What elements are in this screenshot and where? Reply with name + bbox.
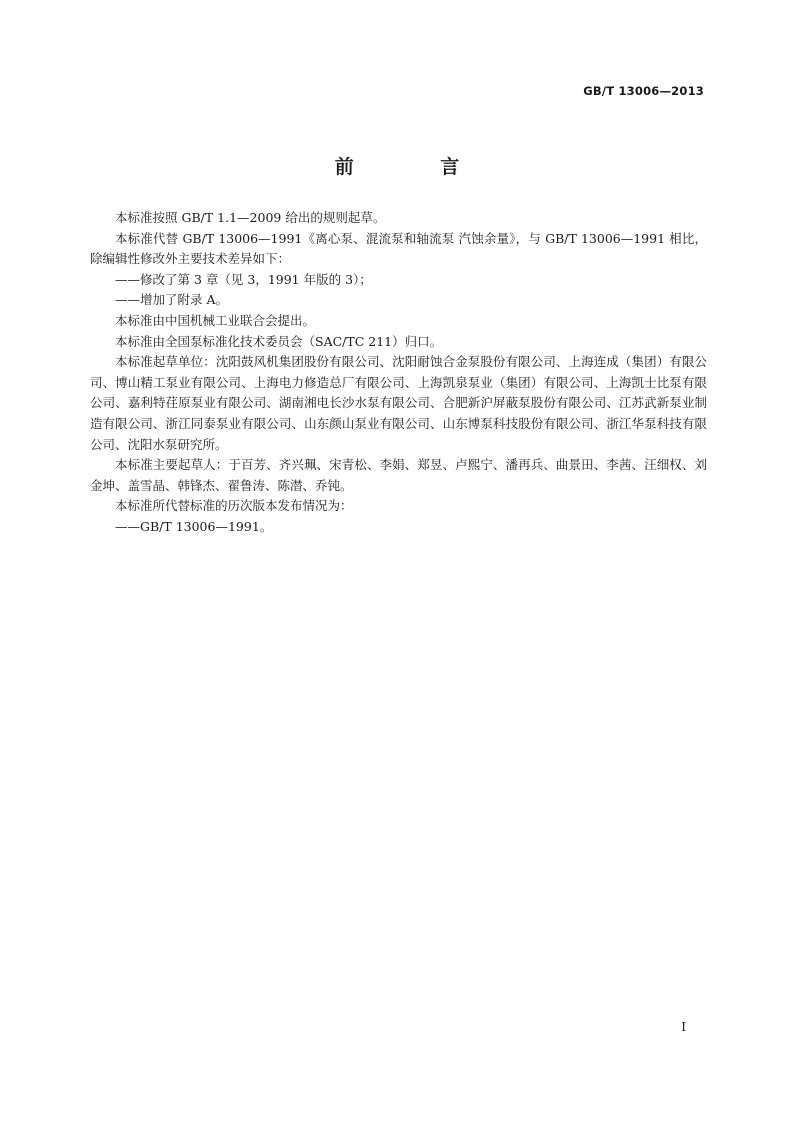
paragraph-drafting-units: 本标准起草单位：沈阳鼓风机集团股份有限公司、沈阳耐蚀合金泵股份有限公司、上海连成（集团）有限公司、博山精工泵业有限公司、上海电力修造总厂有限公司、上海凯泉泵业（集团）有限公司、上海凯士比泵有限公司、嘉利特荏原泵业有限公司、湖南湘电长沙水泵有限公司、合肥新沪屏蔽泵股份有限公司、江苏武新泵业制造有限公司、浙江同泰泵业有限公司、山东颜山泵业有限公司、山东博泵科技股份有限公司、浙江华泵科技有限公司、沈阳水泵研究所。 bbox=[90, 354, 707, 452]
document-body bbox=[90, 208, 707, 538]
paragraph-replacement: 本标准代替 GB/T 13006—1991《离心泵、混流泵和轴流泵 汽蚀余量》，与 GB/T 13006—1991 相比，除编辑性修改外主要技术差异如下： bbox=[90, 230, 707, 267]
list-item-history: ——GB/T 13006—1991。 bbox=[115, 518, 273, 534]
paragraph-history: 本标准所代替标准的历次版本发布情况为： bbox=[115, 498, 353, 514]
list-item-change-1: ——修改了第 3 章（见 3，1991 年版的 3）； bbox=[115, 271, 372, 287]
paragraph-committee: 本标准由全国泵标准化技术委员会（SAC/TC 211）归口。 bbox=[115, 333, 443, 349]
paragraph-drafters: 本标准主要起草人：于百芳、齐兴珮、宋青松、李娟、郑昱、卢熙宁、潘再兵、曲景田、李茜、汪细权、刘金坤、盖雪晶、韩锋杰、翟鲁涛、陈潜、乔钝。 bbox=[90, 457, 707, 493]
paragraph-proposer: 本标准由中国机械工业联合会提出。 bbox=[115, 312, 316, 328]
paragraph-drafting-rules: 本标准按照 GB/T 1.1—2009 给出的规则起草。 bbox=[115, 210, 386, 225]
standard-code: GB/T 13006—2013 bbox=[583, 84, 704, 98]
list-item-change-2: ——增加了附录 A。 bbox=[115, 292, 229, 308]
page-title: 前 言 bbox=[334, 156, 500, 178]
page-number: I bbox=[681, 1020, 686, 1034]
